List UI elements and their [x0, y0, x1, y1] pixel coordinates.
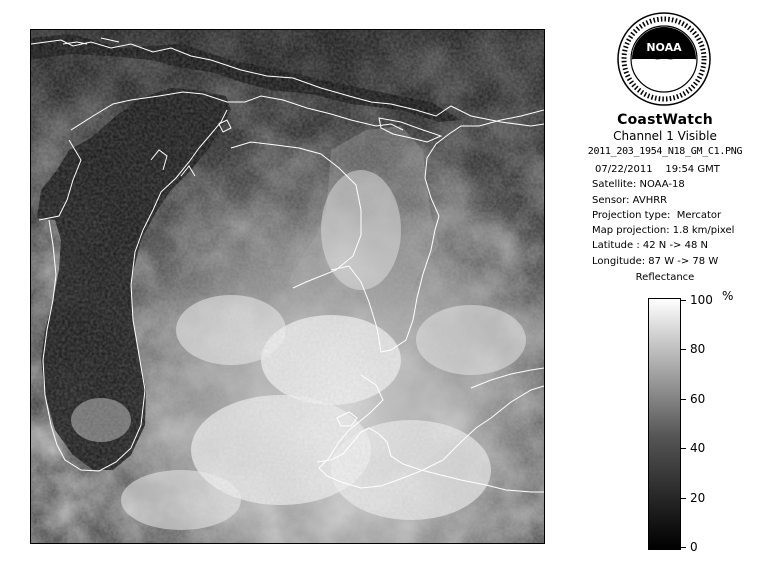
- noaa-logo: [616, 11, 712, 107]
- sensor-label: Sensor: AVHRR: [592, 194, 668, 206]
- colorbar-tick-label: 100: [690, 293, 713, 307]
- colorbar-tick-label: 40: [690, 441, 706, 456]
- colorbar-tick: [681, 547, 686, 548]
- acquisition-datetime: 07/22/2011 19:54 GMT: [595, 164, 720, 175]
- legend-unit: %: [722, 289, 734, 303]
- legend-title: Reflectance: [635, 272, 695, 283]
- image-filename: 2011_203_1954_N18_GM_C1.PNG: [587, 146, 743, 157]
- product-title: CoastWatch: [617, 112, 713, 128]
- colorbar-tick: [681, 399, 686, 400]
- colorbar-tick: [681, 448, 686, 449]
- colorbar-tick-label: 80: [690, 342, 706, 357]
- map-projection-label: Map projection: 1.8 km/pixel: [592, 225, 735, 237]
- reflectance-colorbar: [648, 298, 681, 550]
- metadata-panel: [592, 162, 772, 269]
- svg-text:NOAA: NOAA: [646, 41, 682, 54]
- colorbar-tick-label: 60: [690, 391, 706, 406]
- channel-subtitle: Channel 1 Visible: [613, 129, 717, 143]
- projection-type-label: Projection type: Mercator: [592, 209, 722, 221]
- satellite-image: [30, 29, 545, 544]
- satellite-label: Satellite: NOAA-18: [592, 179, 685, 191]
- colorbar-tick: [681, 300, 686, 301]
- longitude-range-label: Longitude: 87 W -> 78 W: [592, 255, 719, 267]
- colorbar-tick: [681, 498, 686, 499]
- colorbar-tick: [681, 349, 686, 350]
- latitude-range-label: Latitude : 42 N -> 48 N: [592, 240, 708, 252]
- colorbar-tick-label: 20: [690, 490, 706, 505]
- colorbar-tick-label: 0: [690, 540, 698, 554]
